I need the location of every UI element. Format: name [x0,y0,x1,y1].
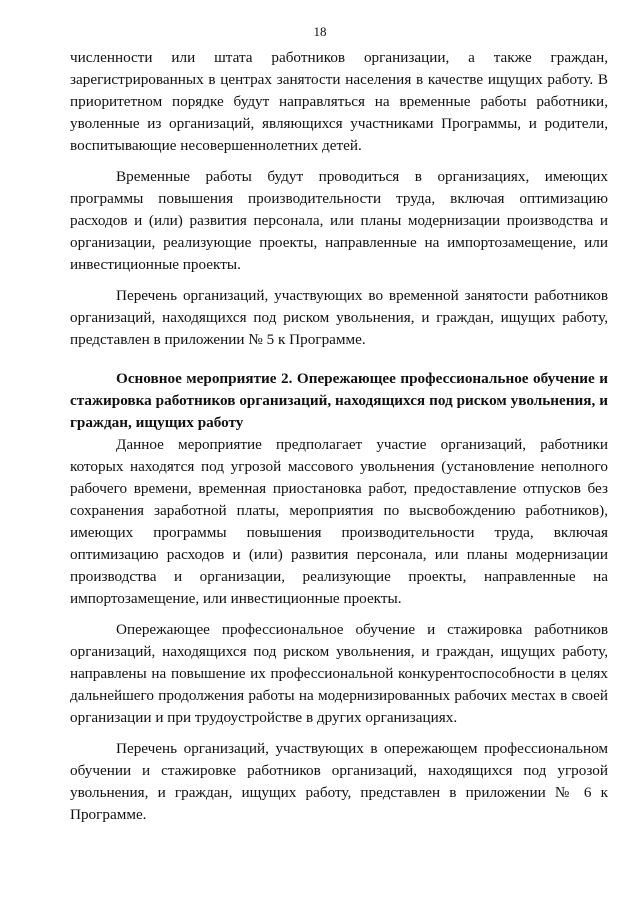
page-number: 18 [313,24,327,39]
paragraph-training-purpose: Опережающее профессиональное обучение и стажировка работников организаций, находящихся под риском увольнения, и граждан, ищущих работу, направлены на повышение их профессиональной конкурентоспособности в целях дальнейшего продолжения работы на модернизированных рабочих местах в своей организации и при трудоустройстве в других организациях. [70,621,608,726]
section-heading-measure-2: Основное мероприятие 2. Опережающее профессиональное обучение и стажировка работников организаций, находящихся под риском увольнения, и граждан, ищущих работу [70,370,608,431]
paragraph-training-list: Перечень организаций, участвующих в опережающем профессиональном обучении и стажировке работников организаций, находящихся под угрозой увольнения, и граждан, ищущих работу, представлен в приложении № 6 к Программе. [70,740,608,823]
paragraph-measure-description: Данное мероприятие предполагает участие организаций, работники которых находятся под угрозой массового увольнения (установление неполного рабочего времени, временная приостановка работ, предоставление отпусков без сохранения заработной платы, мероприятия по высвобождению работников), имеющих программы повышения производительности труда, включая оптимизацию расходов и (или) развития персонала, или планы модернизации производства и организации, реализующие проекты, направленные на импортозамещение, или инвестиционные проекты. [70,436,608,607]
paragraph-temporary-works: Временные работы будут проводиться в организациях, имеющих программы повышения производительности труда, включая оптимизацию расходов и (или) развития персонала, или планы модернизации производства и организации, реализующие проекты, направленные на импортозамещение, или инвестиционные проекты. [70,168,608,273]
page-body [70,47,608,826]
paragraph-continuation: численности или штата работников организации, а также граждан, зарегистрированных в центрах занятости населения в качестве ищущих работу. В приоритетном порядке будут направляться на временные работы работники, уволенные из организаций, являющихся участниками Программы, и родители, воспитывающие несовершеннолетних детей. [70,49,608,154]
paragraph-temporary-employment-list: Перечень организаций, участвующих во временной занятости работников организаций, находящихся под риском увольнения, и граждан, ищущих работу, представлен в приложении № 5 к Программе. [70,287,608,348]
